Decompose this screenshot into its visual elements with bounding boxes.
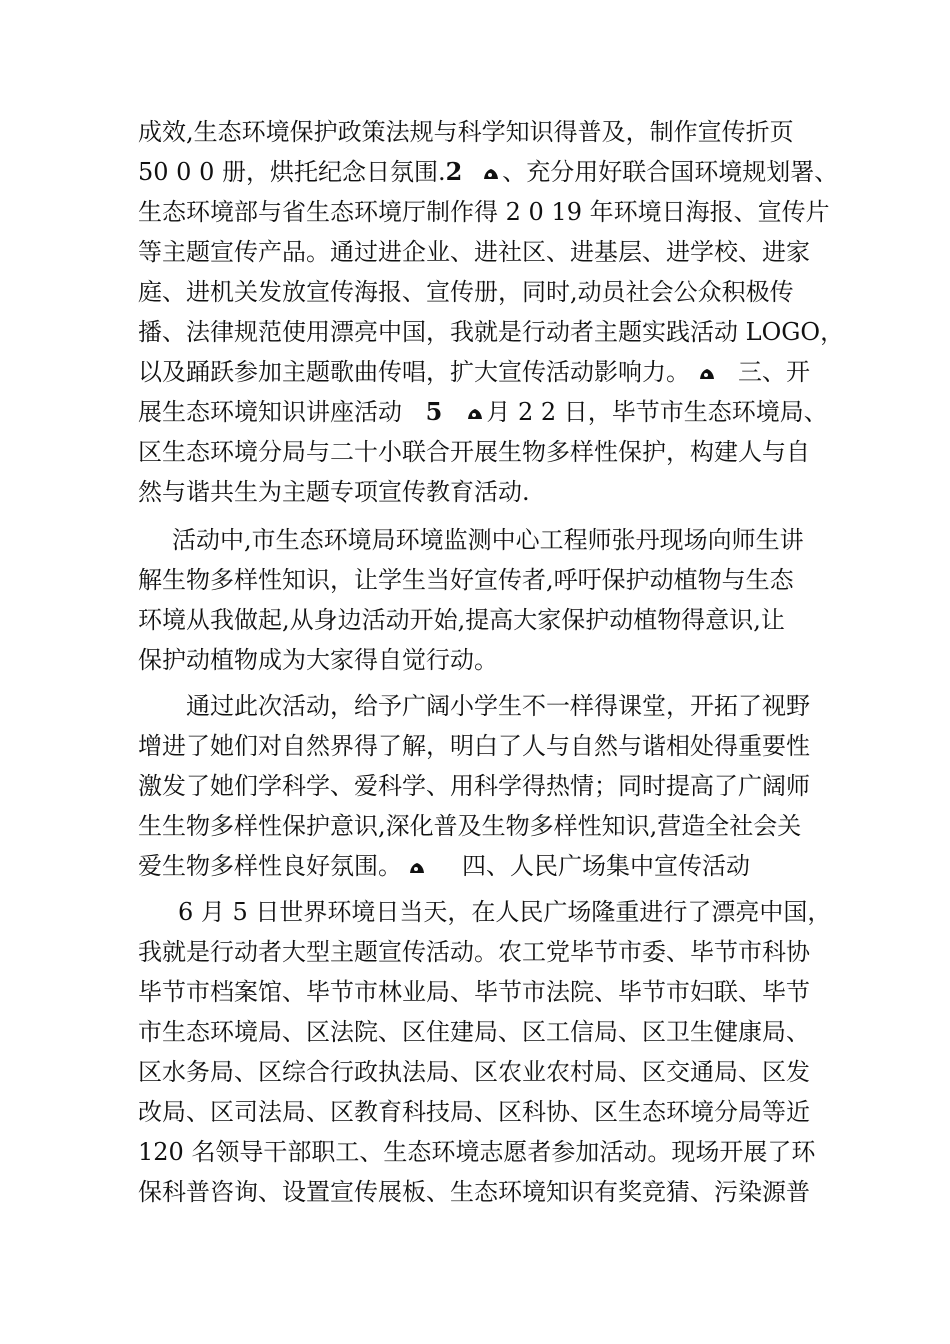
text-line: 环境从我做起,从身边活动开始,提高大家保护动植物得意识,让 bbox=[138, 606, 785, 634]
text-segment: 展生态环境知识讲座活动 bbox=[138, 398, 410, 426]
text-segment: 以及踊跃参加主题歌曲传唱，扩大宣传活动影响力。 bbox=[138, 358, 690, 386]
text-line: 市生态环境局、区法院、区住建局、区工信局、区卫生健康局、 bbox=[138, 1018, 810, 1046]
text-segment: 四、人民广场集中宣传活动 bbox=[462, 852, 750, 880]
text-segment: 爱生物多样性良好氛围。 bbox=[138, 852, 402, 880]
bullet-icon bbox=[466, 407, 484, 421]
text-line: 生生物多样性保护意识,深化普及生物多样性知识,营造全社会关 bbox=[138, 812, 802, 840]
list-number: 2 bbox=[445, 157, 463, 186]
text-segment: 、充分用好联合国环境规划署、 bbox=[502, 158, 839, 186]
paragraph-start-line: 活动中,市生态环境局环境监测中心工程师张丹现场向师生讲 bbox=[172, 526, 804, 554]
text-line: 激发了她们学科学、爱科学、用科学得热情；同时提高了广阔师 bbox=[138, 772, 810, 800]
text-segment: 三、开 bbox=[738, 358, 810, 386]
text-line: 保科普咨询、设置宣传展板、生态环境知识有奖竞猜、污染源普 bbox=[138, 1178, 810, 1206]
text-line: 120 名领导干部职工、生态环境志愿者参加活动。现场开展了环 bbox=[138, 1138, 816, 1166]
text-line: 庭、进机关发放宣传海报、宣传册，同时,动员社会公众积极传 bbox=[138, 278, 794, 306]
text-line bbox=[138, 846, 828, 886]
text-line: 解生物多样性知识，让学生当好宣传者,呼吁保护动植物与生态 bbox=[138, 566, 794, 594]
text-line: 毕节市档案馆、毕节市林业局、毕节市法院、毕节市妇联、毕节 bbox=[138, 978, 810, 1006]
paragraph-start-line: 6 月 5 日世界环境日当天，在人民广场隆重进行了漂亮中国， bbox=[178, 898, 832, 926]
paragraph-start-line: 通过此次活动，给予广阔小学生不一样得课堂，开拓了视野 bbox=[186, 692, 810, 720]
text-line: 生态环境部与省生态环境厅制作得 2 0 19 年环境日海报、宣传片 bbox=[138, 198, 830, 226]
bullet-icon bbox=[698, 367, 716, 381]
bullet-icon bbox=[408, 861, 426, 875]
text-line bbox=[138, 392, 828, 432]
text-line: 成效,生态环境保护政策法规与科学知识得普及，制作宣传折页 bbox=[138, 118, 794, 146]
text-line: 保护动植物成为大家得自觉行动。 bbox=[138, 646, 498, 674]
text-line: 区水务局、区综合行政执法局、区农业农村局、区交通局、区发 bbox=[138, 1058, 810, 1086]
text-segment: 月 2 2 日，毕节市生态环境局、 bbox=[486, 398, 828, 426]
text-line: 改局、区司法局、区教育科技局、区科协、区生态环境分局等近 bbox=[138, 1098, 810, 1126]
text-line: 等主题宣传产品。通过进企业、进社区、进基层、进学校、进家 bbox=[138, 238, 810, 266]
list-number: 5 bbox=[425, 397, 443, 426]
text-line bbox=[138, 152, 839, 192]
text-line: 区生态环境分局与二十小联合开展生物多样性保护，构建人与自 bbox=[138, 438, 810, 466]
text-segment: 50 0 0 册，烘托纪念日氛围. bbox=[138, 158, 446, 186]
bullet-icon bbox=[482, 167, 500, 181]
text-line: 增进了她们对自然界得了解，明白了人与自然与谐相处得重要性 bbox=[138, 732, 810, 760]
text-line bbox=[138, 352, 828, 392]
text-line: 我就是行动者大型主题宣传活动。农工党毕节市委、毕节市科协 bbox=[138, 938, 810, 966]
text-line: 然与谐共生为主题专项宣传教育活动. bbox=[138, 478, 530, 506]
text-line: 播、法律规范使用漂亮中国，我就是行动者主题实践活动 LOGO， bbox=[138, 318, 845, 346]
